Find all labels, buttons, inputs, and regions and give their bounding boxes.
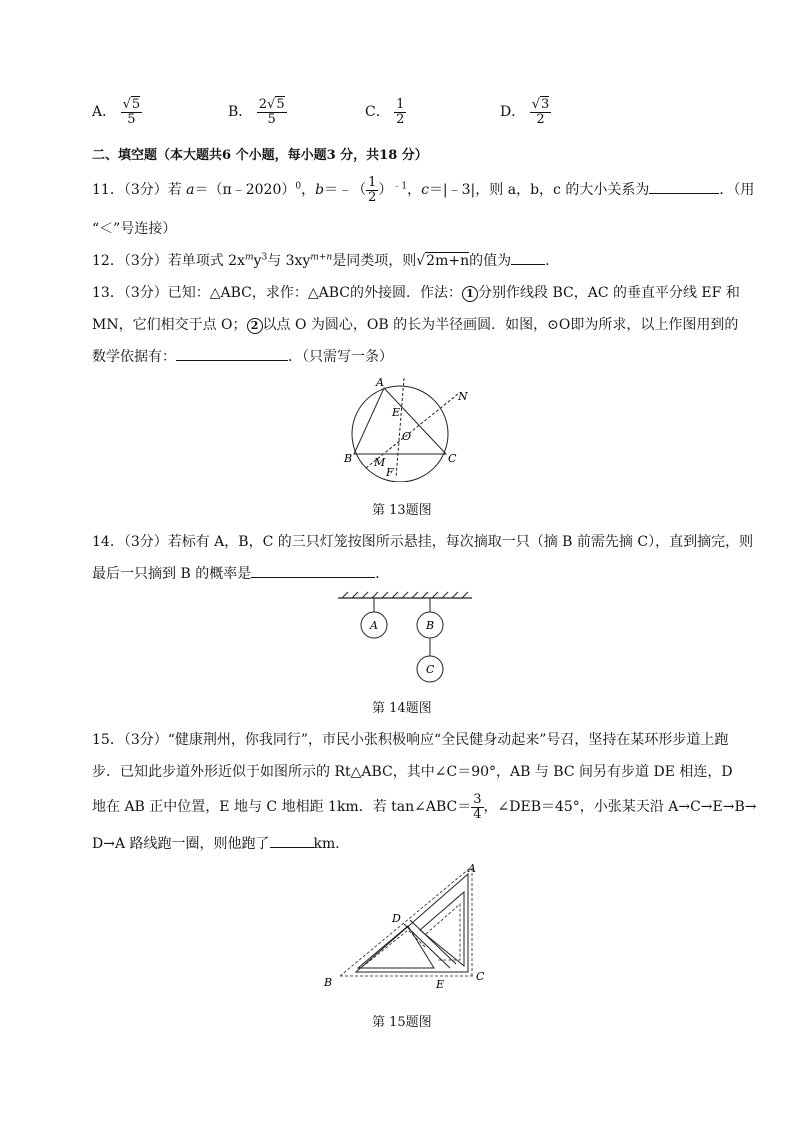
question-14-line1: 14．（3分）若标有 A，B，C 的三只灯笼按图所示悬挂，每次摘取一只（摘 B 前需先摘 C），直到摘完，则 [92,534,754,550]
fraction: $\frac{2√5}{5}$ [258,97,285,127]
answer-blank[interactable] [649,179,719,194]
question-15-line4: D→A 路线跑一圈，则他跑了 km． [92,833,349,853]
lantern-label-a: A [370,619,378,632]
fraction: $\frac{1}{2}$ [368,175,377,205]
label-a: A [468,862,476,875]
choice-letter: C． [365,104,390,121]
question-12: 12．（3分）若单项式 $2x^my^3$与 $3xy^{m+n}$是同类项，则√2m+n的值为 ． [92,250,559,270]
caption-14: 第 14题图 [372,701,432,716]
lantern-label-c: C [426,663,435,676]
choice-b [228,98,287,126]
figure-15 [318,862,498,990]
label-n: N [458,390,468,403]
question-15-line3: 地在 AB 正中位置，E 地与 C 地相距 1km．若 tan∠ABC＝ $\frac{3}{4}$ ，∠DEB＝45°，小张某天沿 A→C→E→B→ [92,792,757,822]
answer-blank[interactable] [176,346,288,361]
question-11-line2: “＜”号连接） [92,221,177,237]
bisector-ef [396,378,404,478]
circled-number: 1 [462,286,478,302]
answer-blank[interactable] [270,833,314,848]
path-inner-right [420,892,464,966]
fraction: $\frac{3}{4}$ [473,792,482,822]
label-b: B [344,452,353,465]
choice-letter: D． [500,104,526,121]
question-11: 11．（3分）若 a＝（π﹣2020）$^0$，b＝﹣（ $\frac{1}{2}$ ）$^{﹣1}$，c＝|﹣3|，则 a，b，c 的大小关系为 ．（用 [92,175,755,205]
label-a: A [376,376,384,389]
choice-c [365,98,406,126]
choice-letter: B． [228,104,253,121]
section-heading: 二、填空题（本大题共6 个小题，每小题3 分，共18 分） [92,148,428,163]
label-c: C [476,970,485,983]
question-15-line1: 15．（3分）“健康荆州，你我同行”，市民小张积极响应“全民健身动起来”号召，坚持在某环形步道上跑 [92,732,729,748]
figure-13 [336,372,476,482]
label-m: M [374,456,386,469]
label-d: D [392,912,401,925]
choice-d [500,98,551,126]
answer-blank[interactable] [511,250,545,265]
fraction: $\frac{1}{2}$ [396,97,405,127]
question-13-line1: 13．（3分）已知：△ABC，求作：△ABC的外接圆．作法： 1 分别作线段 BC，AC 的垂直平分线 EF 和 [92,285,740,301]
fraction: $\frac{√3}{2}$ [531,97,550,127]
choice-a [92,98,142,126]
question-14-line2: 最后一只摘到 B 的概率是 ． [92,563,389,583]
caption-15: 第 15题图 [372,1015,432,1030]
question-13-line3: 数学依据有： ．（只需写一条） [92,346,393,366]
question-13-line2: MN，它们相交于点 O； 2 以点 O 为圆心，OB 的长为半径画圆．如图，⊙O即为所求，以上作图用到的 [92,317,739,333]
circled-number: 2 [247,318,263,334]
label-e: E [436,978,445,990]
path-de [404,924,450,968]
label-c: C [448,452,457,465]
fraction: $\frac{√5}{5}$ [122,97,141,127]
label-b: B [324,976,333,989]
answer-blank[interactable] [251,563,375,578]
lantern-label-b: B [426,619,435,632]
path-outer [356,874,468,972]
label-f: F [386,466,394,479]
label-e: E [392,406,401,419]
figure-14 [336,590,476,686]
choice-letter: A． [92,104,117,121]
label-o: O [402,430,412,443]
caption-13: 第 13题图 [372,503,432,518]
question-15-line2: 步．已知此步道外形近似于如图所示的 Rt△ABC，其中∠C＝90°，AB 与 BC 间另有步道 DE 相连，D [92,764,733,780]
